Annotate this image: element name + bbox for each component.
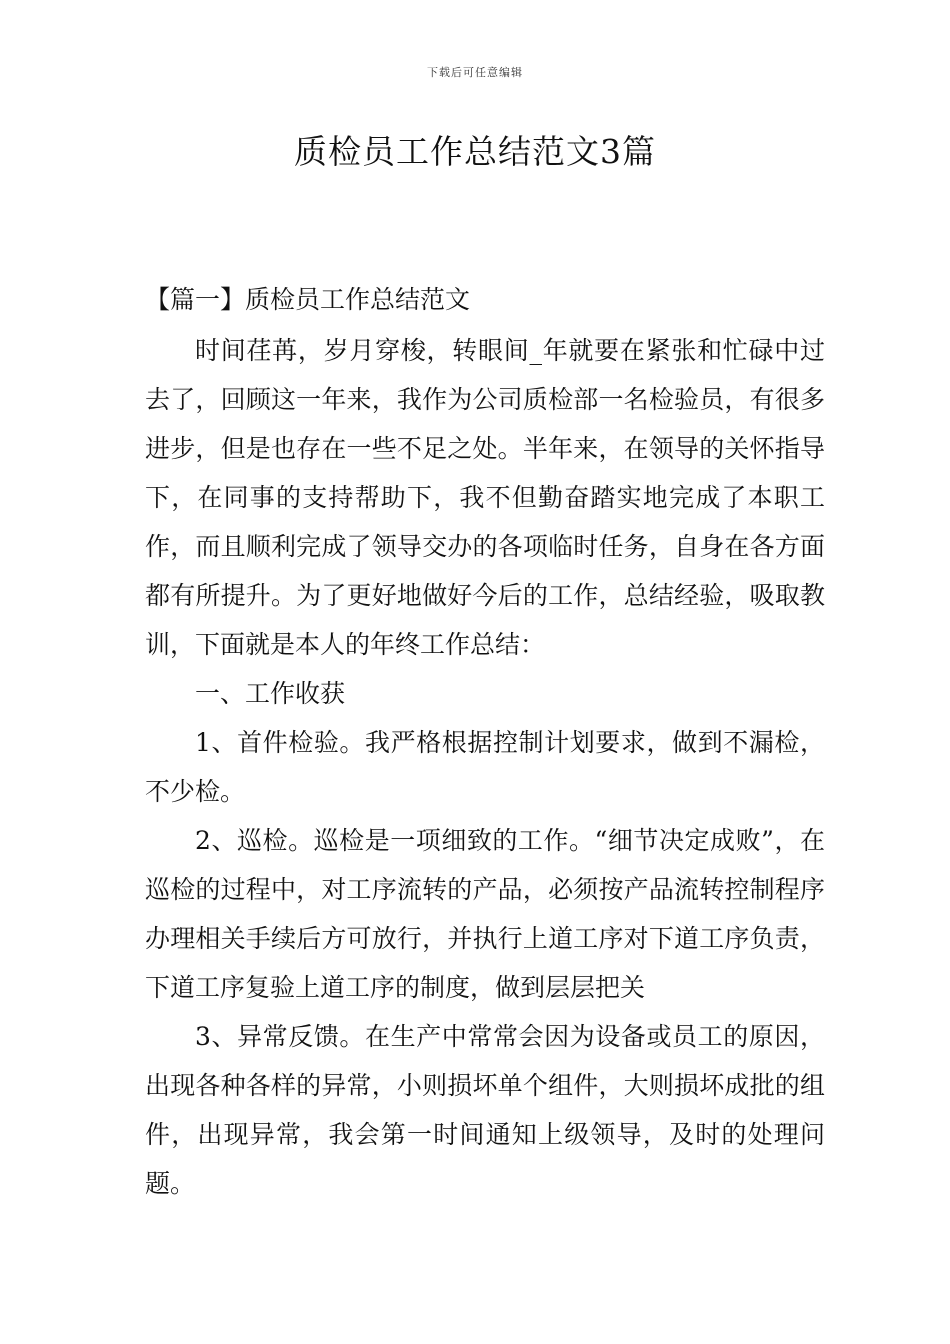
paragraph-heading-work-gains: 一、工作收获 bbox=[195, 679, 346, 708]
paragraph-intro: 时间荏苒，岁月穿梭，转眼间_年就要在紧张和忙碌中过去了，回顾这一年来，我作为公司质检部一名检验员，有很多进步，但是也存在一些不足之处。半年来，在领导的关怀指导下，在同事的支持帮助下，我不但勤奋踏实地完成了本职工作，而且顺利完成了领导交办的各项临时任务，自身在各方面都有所提升。为了更好地做好今后的工作，总结经验，吸取教训，下面就是本人的年终工作总结： bbox=[145, 336, 825, 659]
paragraph-patrol-inspection: 2、巡检。巡检是一项细致的工作。“细节决定成败”，在巡检的过程中，对工序流转的产品，必须按产品流转控制程序办理相关手续后方可放行，并执行上道工序对下道工序负责，下道工序复验上道工序的制度，做到层层把关 bbox=[145, 826, 825, 1002]
header-note: 下载后可任意编辑 bbox=[427, 66, 523, 79]
paragraph-exception-feedback: 3、异常反馈。在生产中常常会因为设备或员工的原因，出现各种各样的异常，小则损坏单个组件，大则损坏成批的组件，出现异常，我会第一时间通知上级领导，及时的处理问题。 bbox=[145, 1022, 825, 1198]
document-title: 质检员工作总结范文3篇 bbox=[294, 132, 656, 171]
paragraph-first-article-inspection: 1、首件检验。我严格根据控制计划要求，做到不漏检，不少检。 bbox=[145, 728, 825, 806]
section-heading: 【篇一】质检员工作总结范文 bbox=[145, 285, 471, 314]
document-body bbox=[145, 280, 825, 1208]
